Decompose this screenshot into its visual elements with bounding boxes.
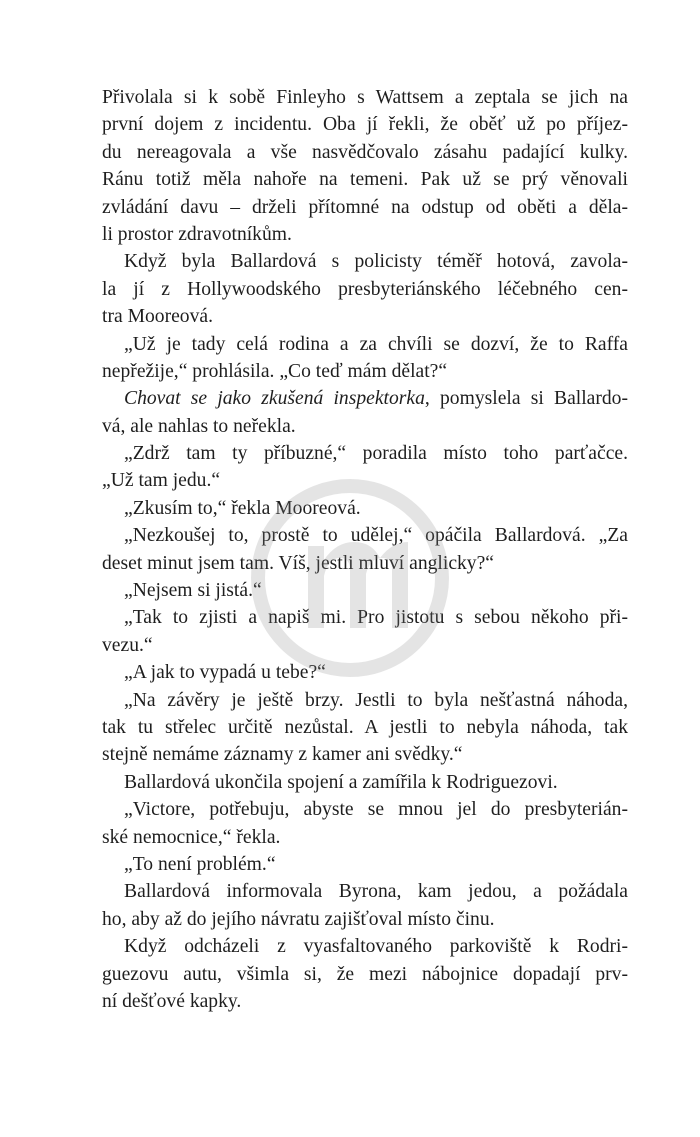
text-line: guezovu autu, všimla si, že mezi nábojnice dopadají prv- xyxy=(102,963,628,985)
text-line: vezu.“ xyxy=(102,634,153,656)
paragraph xyxy=(102,659,628,686)
text-line: Když byla Ballardová s policisty téměř hotová, zavola- xyxy=(124,251,628,273)
text-line: ské nemocnice,“ řekla. xyxy=(102,826,281,848)
paragraph xyxy=(102,933,628,1015)
text-line: la jí z Hollywoodského presbyteriánského léčebného cen- xyxy=(102,278,628,300)
text-line: „Nejsem si jistá.“ xyxy=(124,580,262,602)
text-line: ní dešťové kapky. xyxy=(102,990,242,1012)
text-line: „A jak to vypadá u tebe?“ xyxy=(124,662,326,684)
paragraph xyxy=(102,385,628,440)
paragraph xyxy=(102,248,628,330)
text-line: Když odcházeli z vyasfaltovaného parkoviště k Rodri- xyxy=(124,936,628,958)
paragraph xyxy=(102,495,628,522)
paragraph xyxy=(102,769,628,796)
text-line: „Nezkoušej to, prostě to udělej,“ opáčila Ballardová. „Za xyxy=(124,525,628,547)
paragraph xyxy=(102,84,628,248)
text-fragment: , pomyslela si Ballardo- xyxy=(424,388,628,410)
text-line: „Tak to zjisti a napiš mi. Pro jistotu s sebou někoho při- xyxy=(124,607,628,629)
text-line: Ballardová informovala Byrona, kam jedou, a požádala xyxy=(124,881,628,903)
paragraph xyxy=(102,440,628,495)
text-line: „Už tam jedu.“ xyxy=(102,470,221,492)
paragraph xyxy=(102,796,628,851)
text-line: ho, aby až do jejího návratu zajišťoval místo činu. xyxy=(102,908,495,930)
text-line: deset minut jsem tam. Víš, jestli mluví anglicky?“ xyxy=(102,552,494,574)
text-line: „Victore, potřebuju, abyste se mnou jel do presbyterián- xyxy=(124,799,628,821)
text-line: Přivolala si k sobě Finleyho s Wattsem a zeptala se jich na xyxy=(102,87,628,108)
text-line: vá, ale nahlas to neřekla. xyxy=(102,415,296,437)
paragraph xyxy=(102,522,628,577)
text-line xyxy=(102,385,628,412)
paragraph xyxy=(102,687,628,769)
paragraph xyxy=(102,604,628,659)
paragraph xyxy=(102,851,628,878)
paragraph xyxy=(102,878,628,933)
text-line: „Už je tady celá rodina a za chvíli se dozví, že to Raffa xyxy=(124,333,628,355)
text-line: „Zdrž tam ty příbuzné,“ poradila místo toho parťačce. xyxy=(124,443,628,465)
italic-thought: Chovat se jako zkušená inspektorka xyxy=(124,388,425,410)
text-line: první dojem z incidentu. Oba jí řekli, že oběť už po příjez- xyxy=(102,114,628,136)
text-line: „Na závěry je ještě brzy. Jestli to byla nešťastná náhoda, xyxy=(124,689,628,711)
text-line: nepřežije,“ prohlásila. „Co teď mám dělat?“ xyxy=(102,360,448,382)
book-page-text xyxy=(102,84,628,1015)
text-line: zvládání davu – drželi přítomné na odstup od oběti a děla- xyxy=(102,196,628,218)
paragraph xyxy=(102,331,628,386)
text-line: Ránu totiž měla nahoře na temeni. Pak už se prý věnovali xyxy=(102,169,628,191)
text-line: du nereagovala a vše nasvědčovalo zásahu padající kulky. xyxy=(102,141,628,163)
text-line: „To není problém.“ xyxy=(124,853,276,875)
text-line: „Zkusím to,“ řekla Mooreová. xyxy=(124,497,361,519)
text-line: tak tu střelec určitě nezůstal. A jestli to nebyla náhoda, tak xyxy=(102,716,628,738)
text-line: tra Mooreová. xyxy=(102,306,213,328)
text-line: stejně nemáme záznamy z kamer ani svědky.“ xyxy=(102,744,463,766)
paragraph xyxy=(102,577,628,604)
text-line: Ballardová ukončila spojení a zamířila k Rodriguezovi. xyxy=(124,771,558,793)
text-line: li prostor zdravotníkům. xyxy=(102,223,292,245)
